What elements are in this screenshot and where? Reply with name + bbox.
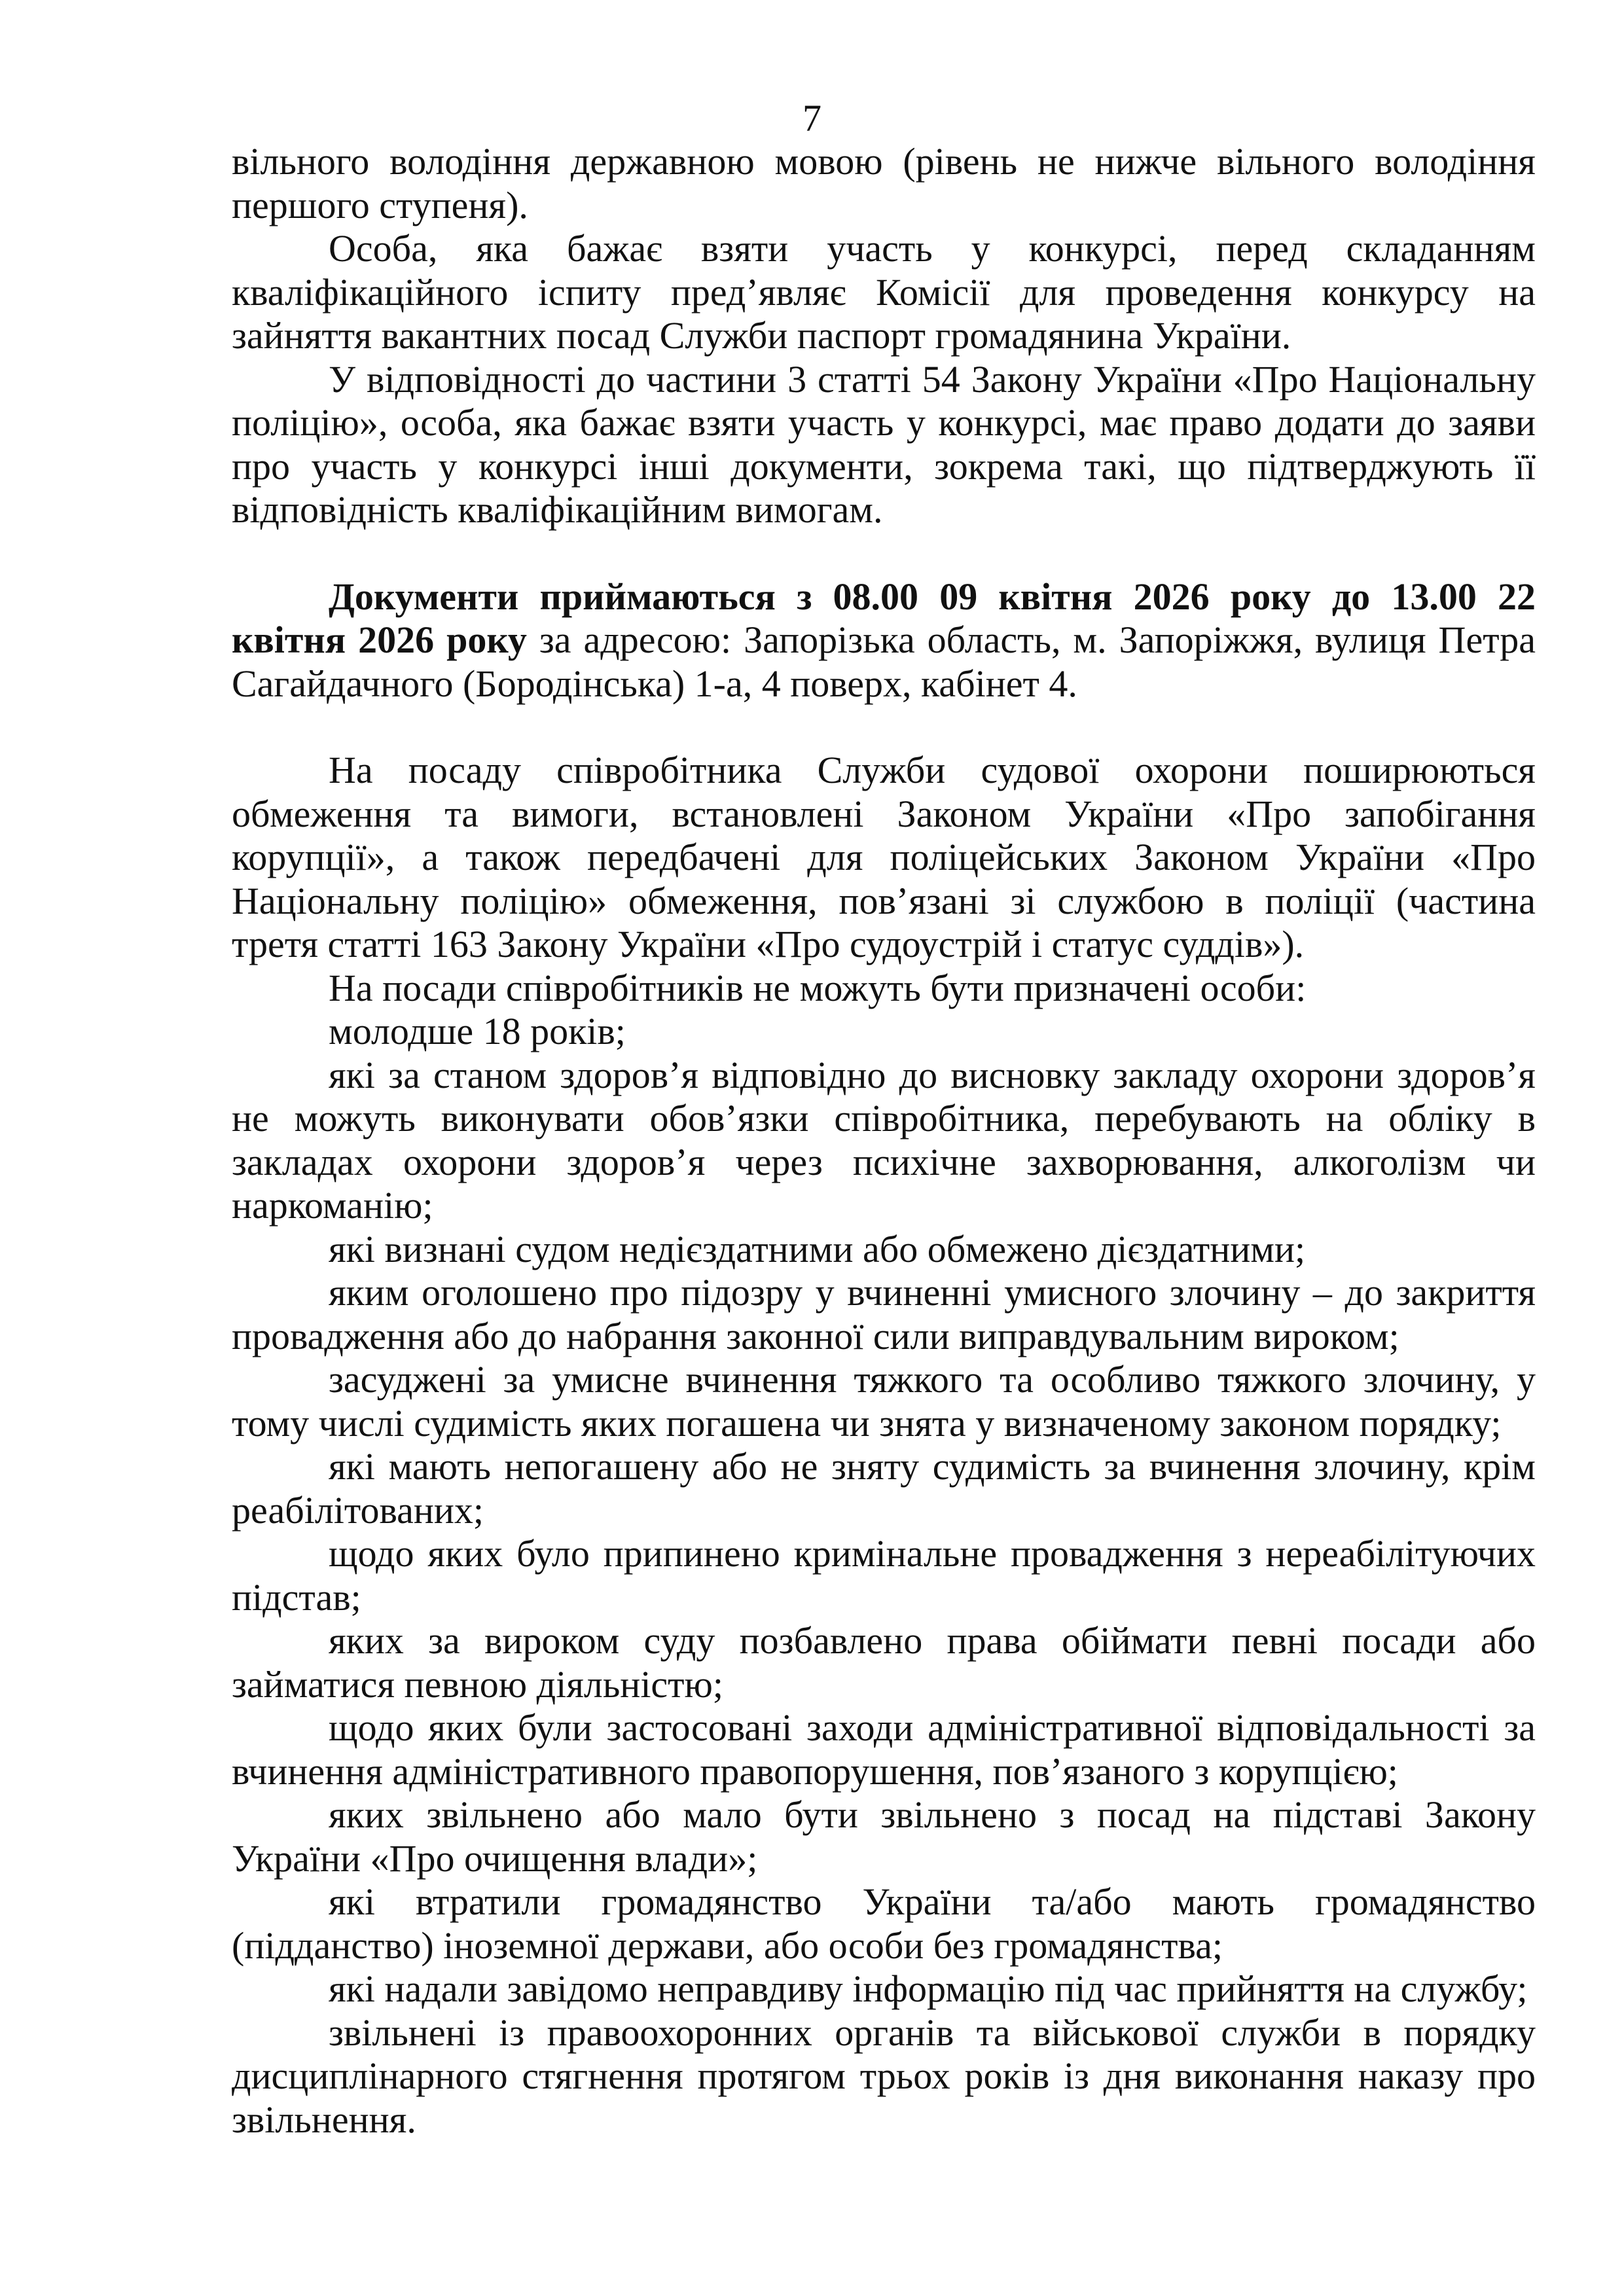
paragraph-passport: Особа, яка бажає взяти участь у конкурсі, перед складанням кваліфікаційного іспиту пред’являє Комісії для проведення конкурсу на зайняття вакантних посад Служби паспорт громадянина України. xyxy=(232,227,1536,357)
restriction-item: яким оголошено про підозру у вчиненні умисного злочину – до закриття провадження або до набрання законної сили виправдувальним вироком; xyxy=(232,1271,1536,1357)
documents-address: за адресою: Запорізька область, м. Запоріжжя, вулиця Петра Сагайдачного (Бородінська) 1-а, 4 поверх, кабінет 4. xyxy=(232,619,1536,705)
documents-deadline: Документи приймаються з 08.00 09 квітня 2026 року до 13.00 22 квітня 2026 року xyxy=(232,575,1536,661)
restriction-item: щодо яких було припинено кримінальне провадження з нереабілітуючих підстав; xyxy=(232,1532,1536,1619)
paragraph-documents-notice xyxy=(232,575,1536,706)
restrictions-list-heading: На посади співробітників не можуть бути призначені особи: xyxy=(329,966,1307,1009)
restriction-item: звільнені із правоохоронних органів та військової служби в порядку дисциплінарного стягнення протягом трьох років із дня виконання наказу про звільнення. xyxy=(232,2011,1536,2141)
restriction-item: які втратили громадянство України та/або мають громадянство (підданство) іноземної держави, або особи без громадянства; xyxy=(232,1880,1536,1967)
restriction-item: щодо яких були застосовані заходи адміністративної відповідальності за вчинення адміністративного правопорушення, пов’язаного з корупцією; xyxy=(232,1706,1536,1793)
restriction-item: які визнані судом недієздатними або обмежено дієздатними; xyxy=(329,1227,1306,1270)
restriction-item: які за станом здоров’я відповідно до висновку закладу охорони здоров’я не можуть виконувати обов’язки співробітника, перебувають на обліку в закладах охорони здоров’я через психічне захворювання, алкоголізм чи наркоманію; xyxy=(232,1053,1536,1227)
restriction-item: які мають непогашену або не зняту судимість за вчинення злочину, крім реабілітованих; xyxy=(232,1445,1536,1532)
restriction-item: які надали завідомо неправдиву інформацію під час прийняття на службу; xyxy=(329,1967,1528,2010)
paragraph-language-requirement: вільного володіння державною мовою (рівень не нижче вільного володіння першого ступеня). xyxy=(232,140,1536,226)
spacer xyxy=(232,532,1536,575)
restriction-item: яких за вироком суду позбавлено права обіймати певні посади або займатися певною діяльністю; xyxy=(232,1619,1536,1706)
restriction-item: яких звільнено або мало бути звільнено з посад на підставі Закону України «Про очищення влади»; xyxy=(232,1793,1536,1880)
spacer xyxy=(232,706,1536,749)
restriction-item: засуджені за умисне вчинення тяжкого та особливо тяжкого злочину, у тому числі судимість яких погашена чи знята у визначеному законом порядку; xyxy=(232,1358,1536,1444)
page-number: 7 xyxy=(803,97,821,139)
restriction-item: молодше 18 років; xyxy=(329,1010,626,1052)
paragraph-additional-documents: У відповідності до частини 3 статті 54 Закону України «Про Національну поліцію», особа, яка бажає взяти участь у конкурсі, має право додати до заяви про участь у конкурсі інші документи, зокрема такі, що підтверджують її відповідність кваліфікаційним вимогам. xyxy=(232,357,1536,531)
document-body xyxy=(232,140,1536,2142)
paragraph-restrictions-intro: На посаду співробітника Служби судової охорони поширюються обмеження та вимоги, встановлені Законом України «Про запобігання корупції», а також передбачені для поліцейських Законом України «Про Національну поліцію» обмеження, пов’язані зі службою в поліції (частина третя статті 163 Закону України «Про судоустрій і статус суддів»). xyxy=(232,749,1536,965)
